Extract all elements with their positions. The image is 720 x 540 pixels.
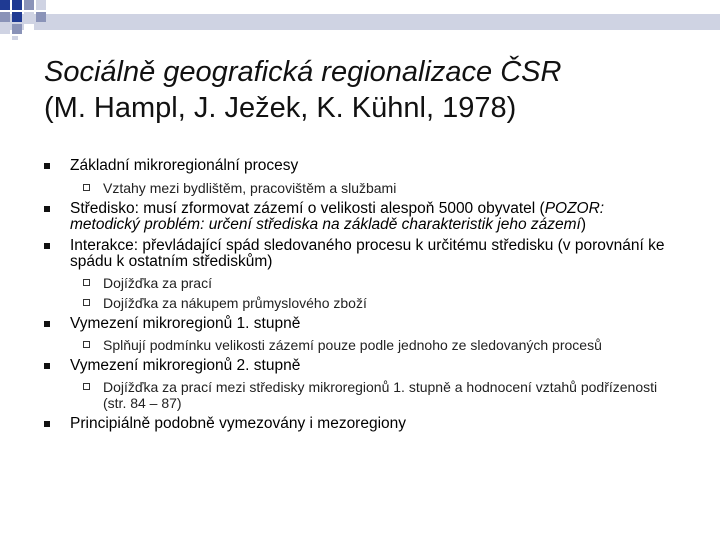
sub-bullet-item: Vztahy mezi bydlištěm, pracovištěm a službami	[44, 180, 674, 196]
square-bullet-icon	[44, 421, 50, 427]
hollow-square-bullet-icon	[83, 299, 90, 306]
square-bullet-icon	[44, 363, 50, 369]
sub-bullet-item: Dojížďka za nákupem průmyslového zboží	[44, 295, 674, 311]
bullet-item: Vymezení mikroregionů 1. stupně	[44, 316, 674, 332]
slide-title-line1: Sociálně geografická regionalizace ČSR	[44, 56, 562, 88]
sub-bullet-item: Dojížďka za prací	[44, 275, 674, 291]
bullet-item: Základní mikroregionální procesy	[44, 158, 674, 174]
hollow-square-bullet-icon	[83, 341, 90, 348]
decorative-header-squares	[0, 0, 720, 40]
hollow-square-bullet-icon	[83, 383, 90, 390]
square-bullet-icon	[44, 321, 50, 327]
square-bullet-icon	[44, 243, 50, 249]
sub-bullet-item: Splňují podmínku velikosti zázemí pouze podle jednoho ze sledovaných procesů	[44, 337, 674, 353]
bullet-item: Interakce: převládající spád sledovaného procesu k určitému středisku (v porovnání ke spádu k ostatním střediskům)	[44, 238, 674, 270]
bullet-list	[44, 158, 674, 432]
bullet-item: Středisko: musí zformovat zázemí o velikosti alespoň 5000 obyvatel (POZOR: metodický problém: určení střediska na základě charakteristik jeho zázemí)	[44, 201, 674, 233]
hollow-square-bullet-icon	[83, 279, 90, 286]
square-bullet-icon	[44, 206, 50, 212]
bullet-item: Principiálně podobně vymezovány i mezoregiony	[44, 416, 674, 432]
slide-title-line2: (M. Hampl, J. Ježek, K. Kühnl, 1978)	[44, 92, 517, 124]
hollow-square-bullet-icon	[83, 184, 90, 191]
slide-title	[44, 54, 694, 126]
bullet-item: Vymezení mikroregionů 2. stupně	[44, 358, 674, 374]
square-bullet-icon	[44, 163, 50, 169]
sub-bullet-item: Dojížďka za prací mezi středisky mikroregionů 1. stupně a hodnocení vztahů podřízenosti (str. 84 – 87)	[44, 379, 674, 411]
